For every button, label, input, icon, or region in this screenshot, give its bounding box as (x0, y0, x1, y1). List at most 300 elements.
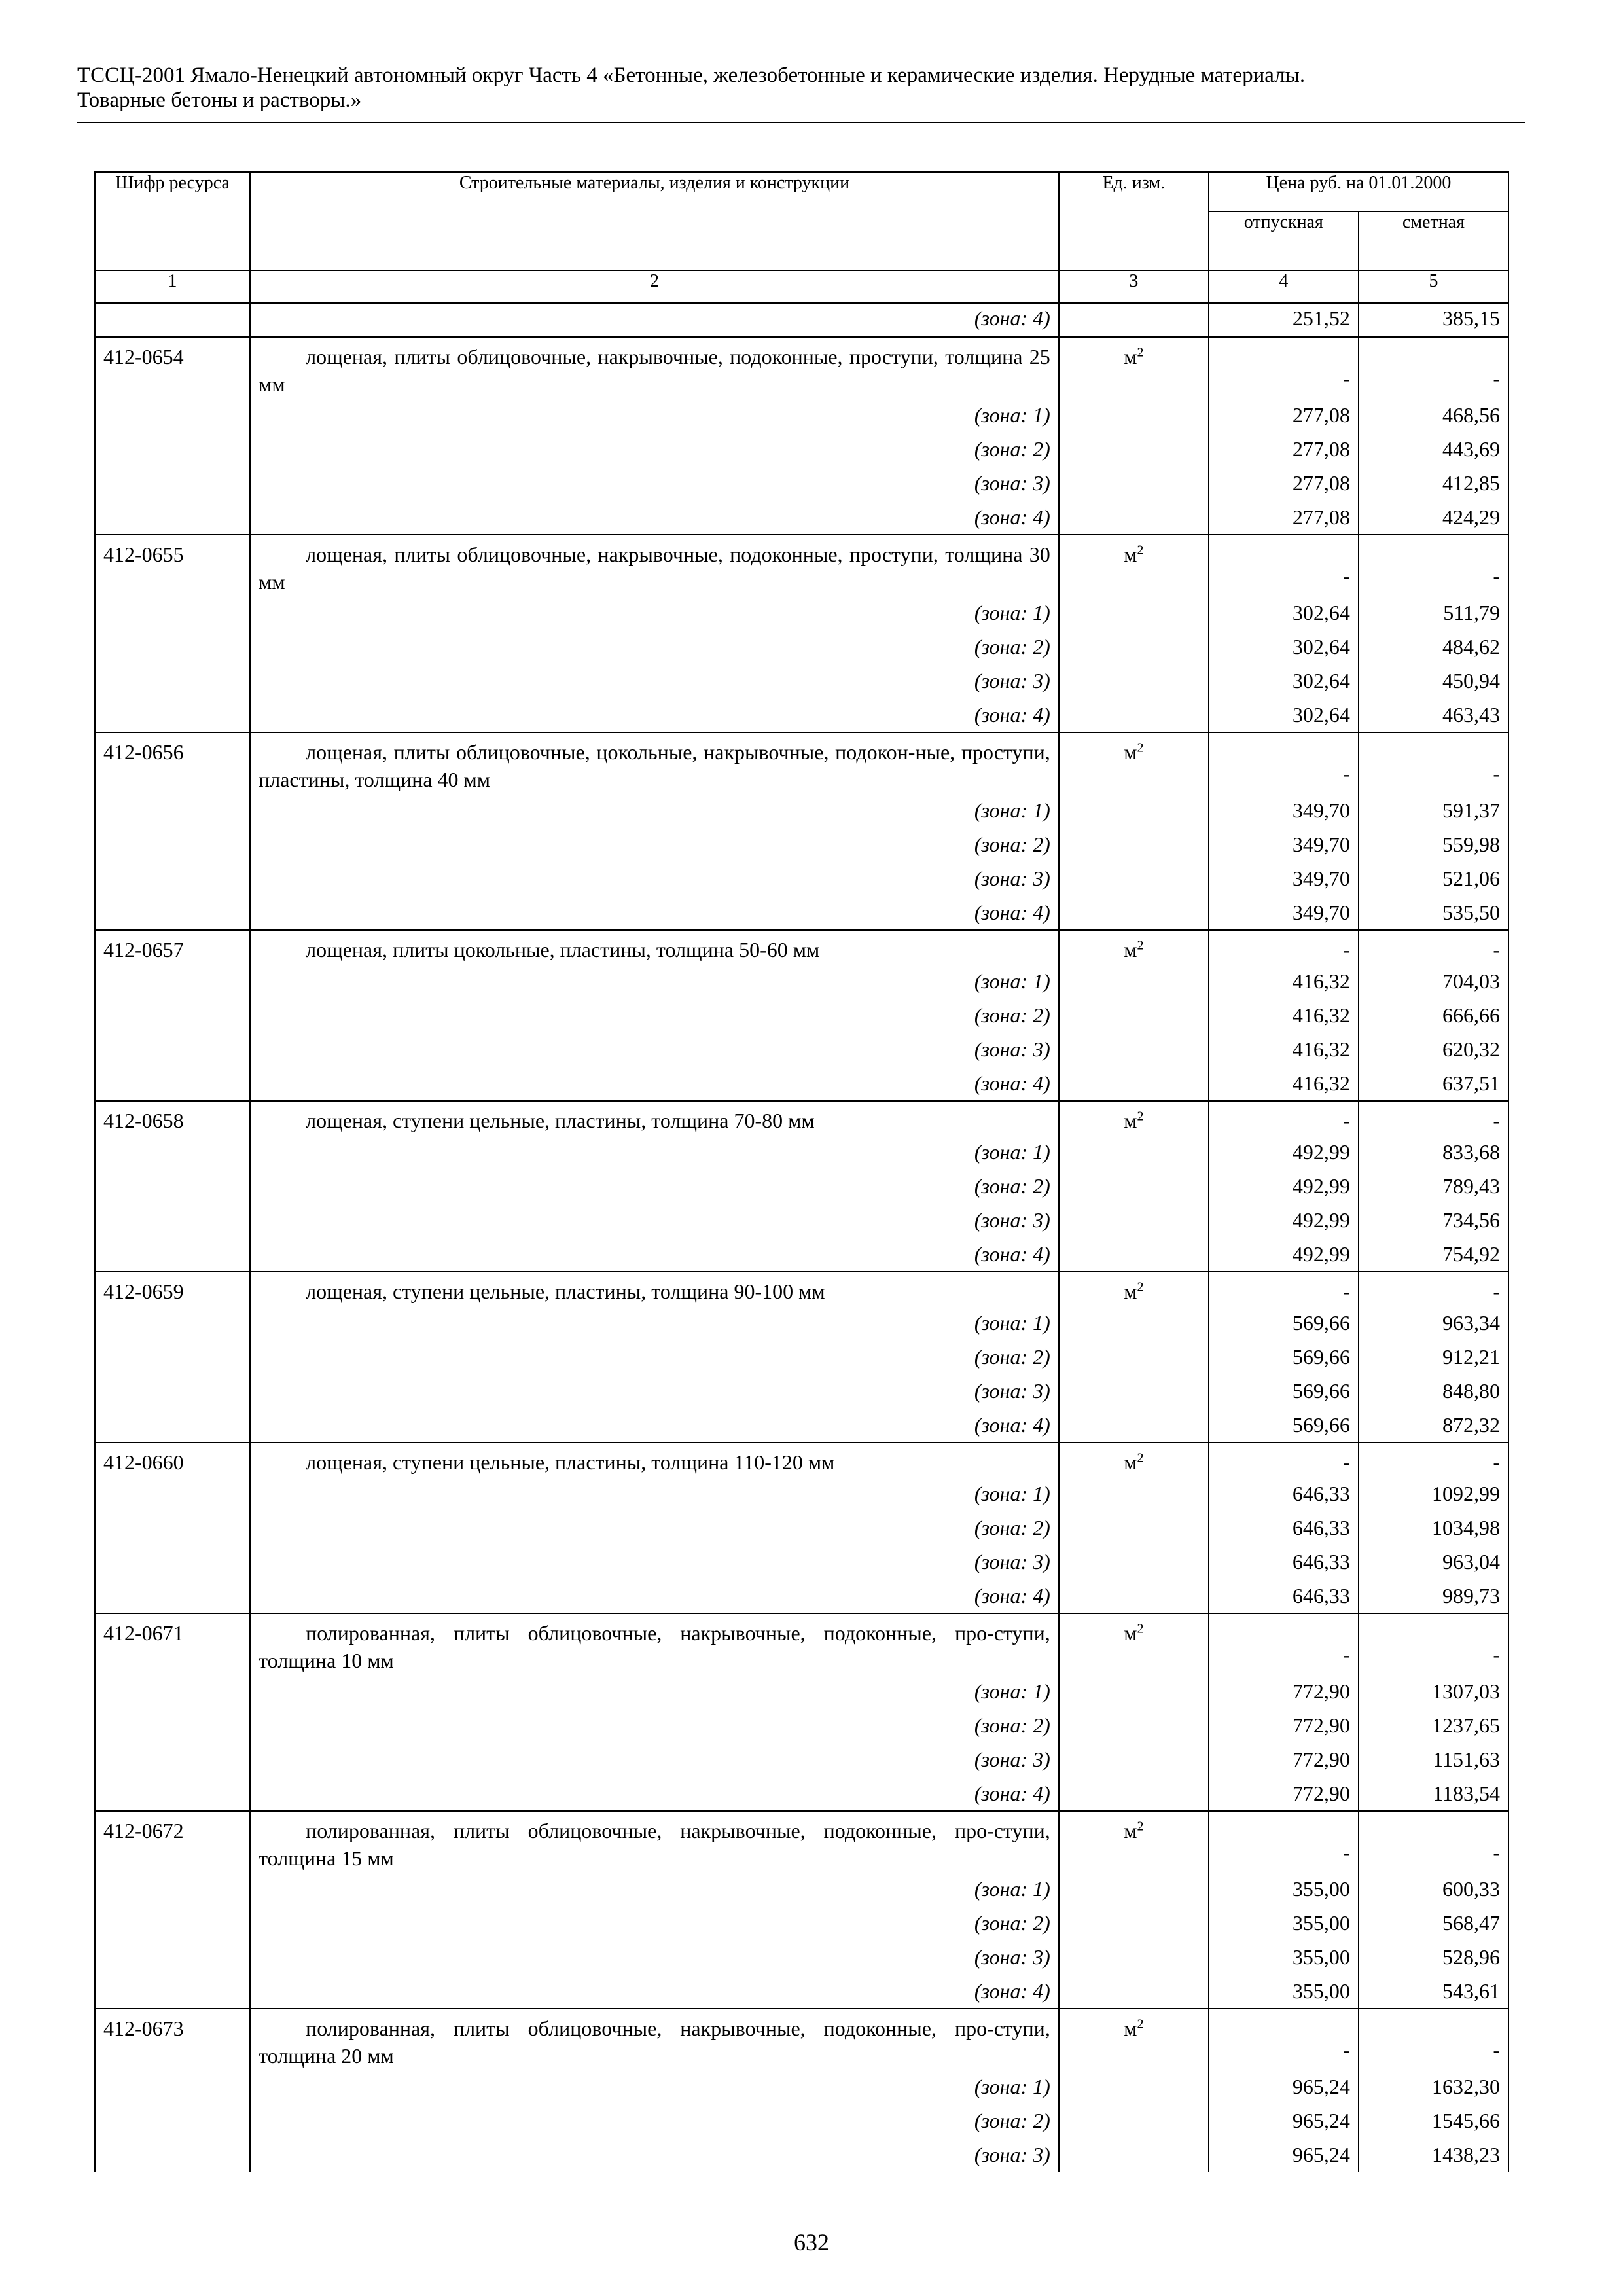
release-price: 492,99 (1209, 1203, 1359, 1237)
estimate-price: 463,43 (1359, 698, 1508, 732)
code-cell (95, 1872, 250, 1906)
release-price: 355,00 (1209, 1940, 1359, 1974)
code-cell (95, 1408, 250, 1443)
estimate-price: 535,50 (1359, 895, 1508, 930)
code-cell (95, 2138, 250, 2172)
zone-label: (зона: 4) (250, 303, 1059, 337)
estimate-price: 754,92 (1359, 1237, 1508, 1272)
material-description: лощеная, плиты облицовочные, накрывочные, подоконные, проступи, толщина 25 мм (250, 337, 1059, 398)
estimate-price: 620,32 (1359, 1032, 1508, 1066)
code-cell (95, 895, 250, 930)
unit-cell (1059, 337, 1209, 398)
unit-exponent: 2 (1137, 2017, 1144, 2032)
zone-label: (зона: 1) (250, 793, 1059, 827)
code-cell (95, 596, 250, 630)
release-price: 416,32 (1209, 998, 1359, 1032)
col-header-release: отпускная (1209, 211, 1359, 270)
col-header-estimate: сметная (1359, 211, 1508, 270)
unit-cell (1059, 964, 1209, 998)
release-price: - (1209, 930, 1359, 964)
unit-exponent: 2 (1137, 1819, 1144, 1834)
zone-label: (зона: 2) (250, 998, 1059, 1032)
table-row (95, 1169, 1508, 1203)
zone-label: (зона: 3) (250, 1545, 1059, 1579)
material-description: лощеная, ступени цельные, пластины, толщина 90-100 мм (250, 1272, 1059, 1306)
release-price: - (1209, 337, 1359, 398)
zone-label: (зона: 3) (250, 1203, 1059, 1237)
col-number-5: 5 (1359, 270, 1508, 303)
table-row (95, 1203, 1508, 1237)
material-description: лощеная, ступени цельные, пластины, толщина 70-80 мм (250, 1101, 1059, 1135)
unit-exponent: 2 (1137, 1280, 1144, 1295)
zone-label: (зона: 3) (250, 664, 1059, 698)
estimate-price: 591,37 (1359, 793, 1508, 827)
unit-cell (1059, 732, 1209, 793)
col-number-3: 3 (1059, 270, 1209, 303)
estimate-price: 912,21 (1359, 1340, 1508, 1374)
estimate-price: - (1359, 930, 1508, 964)
estimate-price: 450,94 (1359, 664, 1508, 698)
zone-label: (зона: 3) (250, 1032, 1059, 1066)
table-row (95, 732, 1508, 793)
release-price: 569,66 (1209, 1374, 1359, 1408)
unit-cell (1059, 630, 1209, 664)
zone-label: (зона: 4) (250, 500, 1059, 535)
col-number-2: 2 (250, 270, 1059, 303)
estimate-price: - (1359, 1443, 1508, 1477)
unit-cell (1059, 1101, 1209, 1135)
release-price: - (1209, 1613, 1359, 1674)
estimate-price: 484,62 (1359, 630, 1508, 664)
table-row (95, 895, 1508, 930)
release-price: - (1209, 535, 1359, 596)
estimate-price: 1307,03 (1359, 1674, 1508, 1708)
unit-cell (1059, 1579, 1209, 1613)
unit-cell (1059, 2009, 1209, 2070)
unit-cell (1059, 2138, 1209, 2172)
resource-code: 412-0659 (95, 1272, 250, 1306)
table-row (95, 1545, 1508, 1579)
zone-label: (зона: 3) (250, 1374, 1059, 1408)
unit-cell (1059, 1066, 1209, 1101)
unit-cell (1059, 1135, 1209, 1169)
running-header (77, 63, 1525, 113)
unit-cell (1059, 1872, 1209, 1906)
resource-code: 412-0671 (95, 1613, 250, 1674)
release-price: 646,33 (1209, 1511, 1359, 1545)
code-cell (95, 1477, 250, 1511)
table-row (95, 1872, 1508, 1906)
release-price: 277,08 (1209, 466, 1359, 500)
material-description: полированная, плиты облицовочные, накрывочные, подоконные, про-ступи, толщина 20 мм (250, 2009, 1059, 2070)
zone-label: (зона: 4) (250, 1579, 1059, 1613)
estimate-price: 1545,66 (1359, 2104, 1508, 2138)
code-cell (95, 1708, 250, 1742)
code-cell (95, 793, 250, 827)
unit-cell (1059, 1272, 1209, 1306)
code-cell (95, 1674, 250, 1708)
code-cell (95, 2104, 250, 2138)
header-line-1: ТССЦ-2001 Ямало-Ненецкий автономный округ Часть 4 «Бетонные, железобетонные и керамические изделия. Нерудные материалы. (77, 63, 1306, 87)
table-row (95, 2070, 1508, 2104)
estimate-price: - (1359, 1272, 1508, 1306)
zone-label: (зона: 2) (250, 1340, 1059, 1374)
unit-exponent: 2 (1137, 740, 1144, 755)
release-price: 416,32 (1209, 1032, 1359, 1066)
estimate-price: 1183,54 (1359, 1776, 1508, 1811)
release-price: 277,08 (1209, 500, 1359, 535)
code-cell (95, 466, 250, 500)
unit-cell (1059, 861, 1209, 895)
unit-cell (1059, 1674, 1209, 1708)
table-row (95, 664, 1508, 698)
estimate-price: 666,66 (1359, 998, 1508, 1032)
release-price: 355,00 (1209, 1906, 1359, 1940)
unit-base: м (1124, 543, 1137, 566)
estimate-price: 1092,99 (1359, 1477, 1508, 1511)
table-row (95, 1742, 1508, 1776)
table-row (95, 500, 1508, 535)
release-price: 772,90 (1209, 1742, 1359, 1776)
col-header-unit: Ед. изм. (1059, 172, 1209, 270)
table-row (95, 1443, 1508, 1477)
estimate-price: - (1359, 1613, 1508, 1674)
table-row (95, 1135, 1508, 1169)
table-row (95, 303, 1508, 337)
unit-cell (1059, 1032, 1209, 1066)
code-cell (95, 398, 250, 432)
unit-base: м (1124, 345, 1137, 368)
release-price: - (1209, 1101, 1359, 1135)
release-price: - (1209, 1443, 1359, 1477)
zone-label: (зона: 3) (250, 1742, 1059, 1776)
zone-label: (зона: 2) (250, 2104, 1059, 2138)
unit-cell (1059, 1306, 1209, 1340)
table-row (95, 1906, 1508, 1940)
release-price: 569,66 (1209, 1306, 1359, 1340)
table-row (95, 1272, 1508, 1306)
unit-cell (1059, 1477, 1209, 1511)
code-cell (95, 500, 250, 535)
unit-base: м (1124, 938, 1137, 961)
estimate-price: 1237,65 (1359, 1708, 1508, 1742)
release-price: 355,00 (1209, 1974, 1359, 2009)
unit-cell (1059, 1613, 1209, 1674)
zone-label: (зона: 4) (250, 1237, 1059, 1272)
table-row (95, 1237, 1508, 1272)
table-row (95, 1811, 1508, 1872)
release-price: 355,00 (1209, 1872, 1359, 1906)
unit-cell (1059, 930, 1209, 964)
unit-cell (1059, 827, 1209, 861)
estimate-price: - (1359, 1101, 1508, 1135)
unit-cell (1059, 1708, 1209, 1742)
unit-cell (1059, 432, 1209, 466)
table-body (95, 303, 1508, 2172)
release-price: 492,99 (1209, 1135, 1359, 1169)
zone-label: (зона: 2) (250, 827, 1059, 861)
zone-label: (зона: 2) (250, 1169, 1059, 1203)
release-price: 302,64 (1209, 630, 1359, 664)
table-row (95, 1306, 1508, 1340)
code-cell (95, 964, 250, 998)
resource-code: 412-0655 (95, 535, 250, 596)
zone-label: (зона: 1) (250, 964, 1059, 998)
unit-cell (1059, 998, 1209, 1032)
zone-label: (зона: 4) (250, 1974, 1059, 2009)
release-price: 349,70 (1209, 861, 1359, 895)
table-row (95, 930, 1508, 964)
unit-cell (1059, 698, 1209, 732)
col-header-code: Шифр ресурса (95, 172, 250, 270)
zone-label: (зона: 4) (250, 1408, 1059, 1443)
unit-cell (1059, 793, 1209, 827)
zone-label: (зона: 2) (250, 1708, 1059, 1742)
col-header-name: Строительные материалы, изделия и конструкции (250, 172, 1059, 270)
unit-cell (1059, 596, 1209, 630)
zone-label: (зона: 2) (250, 630, 1059, 664)
release-price: - (1209, 1811, 1359, 1872)
release-price: 349,70 (1209, 793, 1359, 827)
table-row (95, 432, 1508, 466)
release-price: 965,24 (1209, 2138, 1359, 2172)
release-price: - (1209, 732, 1359, 793)
release-price: 646,33 (1209, 1477, 1359, 1511)
zone-label: (зона: 1) (250, 398, 1059, 432)
release-price: 772,90 (1209, 1776, 1359, 1811)
col-number-4: 4 (1209, 270, 1359, 303)
estimate-price: 568,47 (1359, 1906, 1508, 1940)
unit-cell (1059, 500, 1209, 535)
release-price: 349,70 (1209, 895, 1359, 930)
page-number: 632 (794, 2229, 829, 2255)
zone-label: (зона: 1) (250, 1872, 1059, 1906)
release-price: - (1209, 2009, 1359, 2070)
resource-code: 412-0654 (95, 337, 250, 398)
estimate-price: - (1359, 337, 1508, 398)
unit-cell (1059, 895, 1209, 930)
unit-exponent: 2 (1137, 938, 1144, 953)
unit-base: м (1124, 1819, 1137, 1842)
estimate-price: 1632,30 (1359, 2070, 1508, 2104)
zone-label: (зона: 1) (250, 2070, 1059, 2104)
zone-label: (зона: 4) (250, 895, 1059, 930)
zone-label: (зона: 1) (250, 1135, 1059, 1169)
unit-cell (1059, 1974, 1209, 2009)
table-row (95, 535, 1508, 596)
code-cell (95, 861, 250, 895)
table-row (95, 1477, 1508, 1511)
unit-base: м (1124, 1280, 1137, 1303)
estimate-price: 543,61 (1359, 1974, 1508, 2009)
zone-label: (зона: 3) (250, 861, 1059, 895)
header-line-2: Товарные бетоны и растворы.» (77, 88, 362, 112)
estimate-price: 1438,23 (1359, 2138, 1508, 2172)
estimate-price: 1034,98 (1359, 1511, 1508, 1545)
estimate-price: 789,43 (1359, 1169, 1508, 1203)
release-price: 646,33 (1209, 1579, 1359, 1613)
release-price: 302,64 (1209, 698, 1359, 732)
estimate-price: - (1359, 732, 1508, 793)
code-cell (95, 1511, 250, 1545)
release-price: 646,33 (1209, 1545, 1359, 1579)
table-row (95, 1776, 1508, 1811)
code-cell (95, 1340, 250, 1374)
table-row (95, 998, 1508, 1032)
price-table (94, 171, 1509, 2172)
code-cell (95, 998, 250, 1032)
header-rule (77, 122, 1525, 123)
table-row (95, 630, 1508, 664)
unit-exponent: 2 (1137, 1621, 1144, 1636)
code-cell (95, 1032, 250, 1066)
table-row (95, 964, 1508, 998)
zone-label: (зона: 4) (250, 1066, 1059, 1101)
unit-cell (1059, 398, 1209, 432)
release-price: 772,90 (1209, 1674, 1359, 1708)
estimate-price: 443,69 (1359, 432, 1508, 466)
unit-cell (1059, 1511, 1209, 1545)
unit-cell (1059, 303, 1209, 337)
release-price: 277,08 (1209, 398, 1359, 432)
estimate-price: 704,03 (1359, 964, 1508, 998)
unit-cell (1059, 1443, 1209, 1477)
table-row (95, 861, 1508, 895)
table-row (95, 698, 1508, 732)
code-cell (95, 827, 250, 861)
table-row (95, 398, 1508, 432)
release-price: 277,08 (1209, 432, 1359, 466)
release-price: - (1209, 1272, 1359, 1306)
table-row (95, 1066, 1508, 1101)
code-cell (95, 1169, 250, 1203)
unit-base: м (1124, 1621, 1137, 1645)
estimate-price: 511,79 (1359, 596, 1508, 630)
table-row (95, 1101, 1508, 1135)
unit-cell (1059, 1811, 1209, 1872)
release-price: 492,99 (1209, 1169, 1359, 1203)
zone-label: (зона: 1) (250, 1477, 1059, 1511)
code-cell (95, 630, 250, 664)
zone-label: (зона: 1) (250, 596, 1059, 630)
code-cell (95, 1742, 250, 1776)
resource-code: 412-0660 (95, 1443, 250, 1477)
material-description: полированная, плиты облицовочные, накрывочные, подоконные, про-ступи, толщина 10 мм (250, 1613, 1059, 1674)
estimate-price: 637,51 (1359, 1066, 1508, 1101)
zone-label: (зона: 1) (250, 1306, 1059, 1340)
zone-label: (зона: 2) (250, 1511, 1059, 1545)
unit-cell (1059, 1237, 1209, 1272)
unit-cell (1059, 1408, 1209, 1443)
unit-cell (1059, 2070, 1209, 2104)
material-description: полированная, плиты облицовочные, накрывочные, подоконные, про-ступи, толщина 15 мм (250, 1811, 1059, 1872)
table-row (95, 1511, 1508, 1545)
code-cell (95, 1237, 250, 1272)
table-row (95, 1708, 1508, 1742)
code-cell (95, 1974, 250, 2009)
table-row (95, 1613, 1508, 1674)
estimate-price: 963,34 (1359, 1306, 1508, 1340)
zone-label: (зона: 4) (250, 1776, 1059, 1811)
unit-cell (1059, 1940, 1209, 1974)
estimate-price: 734,56 (1359, 1203, 1508, 1237)
code-cell (95, 1940, 250, 1974)
release-price: 349,70 (1209, 827, 1359, 861)
release-price: 569,66 (1209, 1340, 1359, 1374)
code-cell (95, 1066, 250, 1101)
unit-cell (1059, 1374, 1209, 1408)
code-cell (95, 1374, 250, 1408)
estimate-price: - (1359, 2009, 1508, 2070)
resource-code: 412-0657 (95, 930, 250, 964)
material-description: лощеная, плиты облицовочные, цокольные, накрывочные, подокон-ные, проступи, пластины, толщина 40 мм (250, 732, 1059, 793)
table-row (95, 1974, 1508, 2009)
table-row (95, 1340, 1508, 1374)
estimate-price: 385,15 (1359, 303, 1508, 337)
table-row (95, 596, 1508, 630)
table-row (95, 1940, 1508, 1974)
release-price: 965,24 (1209, 2070, 1359, 2104)
table-row (95, 1032, 1508, 1066)
estimate-price: 521,06 (1359, 861, 1508, 895)
unit-exponent: 2 (1137, 1450, 1144, 1465)
unit-exponent: 2 (1137, 543, 1144, 558)
col-number-1: 1 (95, 270, 250, 303)
resource-code: 412-0656 (95, 732, 250, 793)
estimate-price: 424,29 (1359, 500, 1508, 535)
code-cell (95, 664, 250, 698)
estimate-price: 833,68 (1359, 1135, 1508, 1169)
zone-label: (зона: 4) (250, 698, 1059, 732)
zone-label: (зона: 3) (250, 2138, 1059, 2172)
resource-code: 412-0658 (95, 1101, 250, 1135)
unit-cell (1059, 1169, 1209, 1203)
estimate-price: 848,80 (1359, 1374, 1508, 1408)
code-cell (95, 1545, 250, 1579)
zone-label: (зона: 2) (250, 1906, 1059, 1940)
material-description: лощеная, ступени цельные, пластины, толщина 110-120 мм (250, 1443, 1059, 1477)
resource-code: 412-0673 (95, 2009, 250, 2070)
code-cell (95, 1203, 250, 1237)
estimate-price: 528,96 (1359, 1940, 1508, 1974)
unit-exponent: 2 (1137, 1109, 1144, 1124)
unit-cell (1059, 1906, 1209, 1940)
unit-base: м (1124, 2017, 1137, 2040)
code-cell (95, 1306, 250, 1340)
table-row (95, 337, 1508, 398)
estimate-price: 468,56 (1359, 398, 1508, 432)
unit-exponent: 2 (1137, 345, 1144, 360)
resource-code: 412-0672 (95, 1811, 250, 1872)
estimate-price: 1151,63 (1359, 1742, 1508, 1776)
unit-cell (1059, 1340, 1209, 1374)
estimate-price: 989,73 (1359, 1579, 1508, 1613)
estimate-price: 559,98 (1359, 827, 1508, 861)
material-description: лощеная, плиты цокольные, пластины, толщина 50-60 мм (250, 930, 1059, 964)
zone-label: (зона: 3) (250, 466, 1059, 500)
code-cell (95, 1135, 250, 1169)
release-price: 772,90 (1209, 1708, 1359, 1742)
code-cell (95, 432, 250, 466)
estimate-price: 872,32 (1359, 1408, 1508, 1443)
estimate-price: 600,33 (1359, 1872, 1508, 1906)
unit-cell (1059, 1545, 1209, 1579)
zone-label: (зона: 1) (250, 1674, 1059, 1708)
unit-cell (1059, 1203, 1209, 1237)
table-row (95, 1674, 1508, 1708)
table-row (95, 466, 1508, 500)
table-row (95, 827, 1508, 861)
